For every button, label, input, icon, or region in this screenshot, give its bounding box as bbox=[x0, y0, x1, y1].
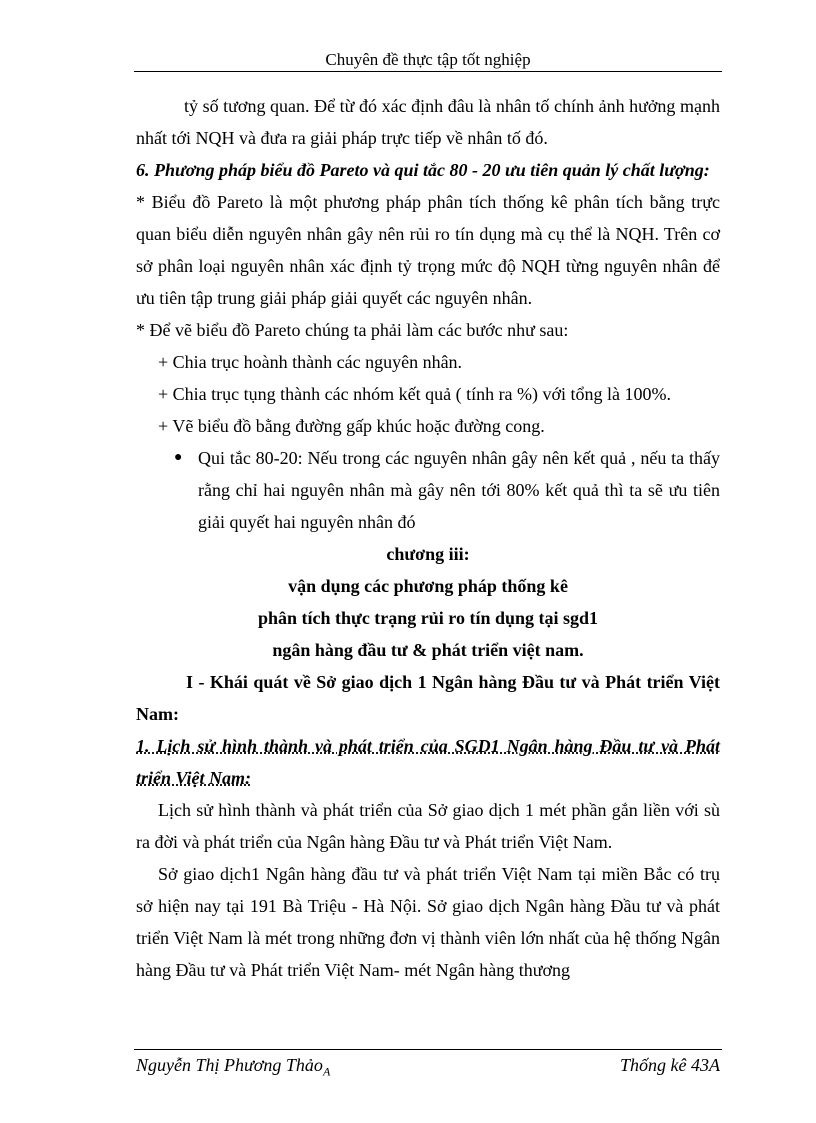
footer-class: Thống kê 43A bbox=[620, 1055, 720, 1075]
paragraph: * Biểu đồ Pareto là một phương pháp phân tích thống kê phân tích bằng trực quan biểu diễn nguyên nhân gây nên rủi ro tín dụng mà cụ thể là NQH. Trên cơ sở phân loại nguyên nhân xác định tỷ trọng mức độ NQH từng nguyên nhân để ưu tiên tập trung giải pháp giải quyết các nguyên nhân. bbox=[136, 192, 720, 308]
author-name: Nguyễn Thị Phương Thảo bbox=[136, 1055, 323, 1075]
bullet-text: Qui tắc 80-20: Nếu trong các nguyên nhân gây nên kết quả , nếu ta thấy rằng chỉ hai nguyên nhân mà gây nên tới 80% kết quả thì ta sẽ ưu tiên giải quyết hai nguyên nhân đó bbox=[198, 448, 720, 532]
paragraph: Sở giao dịch1 Ngân hàng đầu tư và phát triển Việt Nam tại miền Bắc có trụ sở hiện nay tại 191 Bà Triệu - Hà Nội. Sở giao dịch Ngân hàng Đầu tư và phát triển Việt Nam là mét trong những đơn vị thành viên lớn nhất của hệ thống Ngân hàng Đầu tư và Phát triển Việt Nam- mét Ngân hàng thương bbox=[136, 864, 720, 980]
chapter-subtitle: vận dụng các phương pháp thống kê bbox=[288, 576, 568, 596]
document-body bbox=[136, 90, 720, 986]
bullet-icon: ● bbox=[174, 450, 183, 465]
list-item: + Chia trục hoành thành các nguyên nhân. bbox=[158, 352, 463, 372]
paragraph: tỷ số tương quan. Để từ đó xác định đâu là nhân tố chính ảnh hưởng mạnh nhất tới NQH và đưa ra giải pháp trực tiếp về nhân tố đó. bbox=[136, 96, 720, 148]
paragraph: * Để vẽ biểu đồ Pareto chúng ta phải làm các bước như sau: bbox=[136, 320, 569, 340]
list-item: + Vẽ biểu đồ bằng đường gấp khúc hoặc đường cong. bbox=[158, 416, 545, 436]
section-heading-I: I - Khái quát về Sở giao dịch 1 Ngân hàng Đầu tư và Phát triển Việt Nam: bbox=[136, 672, 720, 724]
chapter-title: chương iii: bbox=[386, 544, 470, 564]
footer-author bbox=[136, 1055, 330, 1080]
paragraph: Lịch sử hình thành và phát triển của Sở giao dịch 1 mét phần gắn liền với sù ra đời và phát triển của Ngân hàng Đầu tư và Phát triển Việt Nam. bbox=[136, 800, 720, 852]
bullet-list-item bbox=[136, 442, 720, 538]
section-heading-6: 6. Phương pháp biểu đồ Pareto và qui tắc 80 - 20 ưu tiên quản lý chất lượng: bbox=[136, 160, 710, 180]
footer-divider bbox=[134, 1049, 722, 1050]
author-subscript: A bbox=[322, 1064, 331, 1079]
header-divider bbox=[134, 71, 722, 72]
chapter-subtitle: phân tích thực trạng rủi ro tín dụng tại sgd1 bbox=[257, 608, 599, 628]
section-heading-1: 1. Lịch sử hình thành và phát triển của SGD1 Ngân hàng Đầu tư và Phát triển Việt Nam: bbox=[136, 736, 720, 788]
list-item: + Chia trục tụng thành các nhóm kết quả ( tính ra %) với tổng là 100%. bbox=[158, 384, 672, 404]
page-header: Chuyên đề thực tập tốt nghiệp bbox=[325, 50, 531, 69]
chapter-subtitle: ngân hàng đầu tư & phát triển việt nam. bbox=[272, 640, 584, 660]
